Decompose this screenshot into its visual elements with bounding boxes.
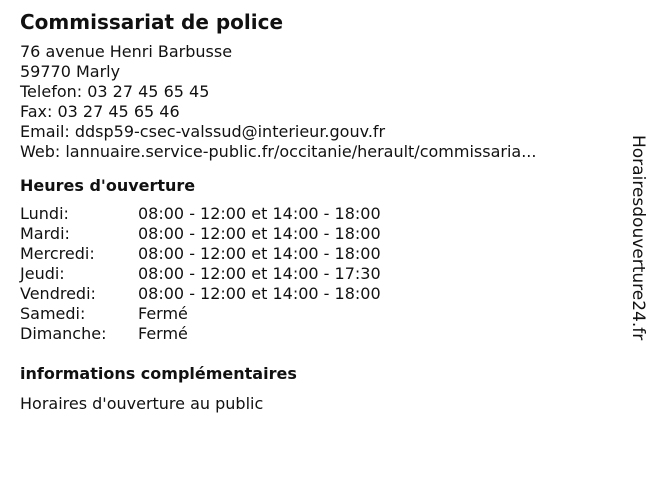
hours-row-vendredi	[20, 284, 600, 304]
hours-value: Fermé	[138, 324, 188, 343]
hours-value: 08:00 - 12:00 et 14:00 - 18:00	[138, 284, 381, 303]
info-text: Horaires d'ouverture au public	[20, 394, 264, 413]
day-label: Lundi:	[20, 204, 69, 223]
contact-block	[20, 42, 600, 162]
hours-row-mardi	[20, 224, 600, 244]
hours-row-mercredi	[20, 244, 600, 264]
day-label: Dimanche:	[20, 324, 107, 343]
hours-row-jeudi	[20, 264, 600, 284]
page-title: Commissariat de police	[20, 10, 284, 34]
web-address: Web: lannuaire.service-public.fr/occitanie/herault/commissaria...	[20, 142, 537, 161]
day-label: Mercredi:	[20, 244, 95, 263]
hours-row-dimanche	[20, 324, 600, 344]
site-watermark: Horairesdouverture24.fr	[628, 135, 648, 341]
fax-number: Fax: 03 27 45 65 46	[20, 102, 180, 121]
street-address: 76 avenue Henri Barbusse	[20, 42, 233, 61]
hours-value: 08:00 - 12:00 et 14:00 - 18:00	[138, 224, 381, 243]
hours-value: 08:00 - 12:00 et 14:00 - 18:00	[138, 244, 381, 263]
day-label: Vendredi:	[20, 284, 96, 303]
hours-value: Fermé	[138, 304, 188, 323]
hours-value: 08:00 - 12:00 et 14:00 - 18:00	[138, 204, 381, 223]
hours-heading: Heures d'ouverture	[20, 176, 196, 195]
email-address: Email: ddsp59-csec-valssud@interieur.gouv.fr	[20, 122, 386, 141]
day-label: Samedi:	[20, 304, 86, 323]
day-label: Mardi:	[20, 224, 70, 243]
info-heading: informations complémentaires	[20, 364, 297, 383]
hours-row-lundi	[20, 204, 600, 224]
hours-value: 08:00 - 12:00 et 14:00 - 17:30	[138, 264, 381, 283]
phone-number: Telefon: 03 27 45 65 45	[20, 82, 210, 101]
opening-hours-list	[20, 204, 600, 344]
day-label: Jeudi:	[20, 264, 65, 283]
hours-row-samedi	[20, 304, 600, 324]
listing-content	[20, 10, 600, 414]
city-postcode: 59770 Marly	[20, 62, 121, 81]
